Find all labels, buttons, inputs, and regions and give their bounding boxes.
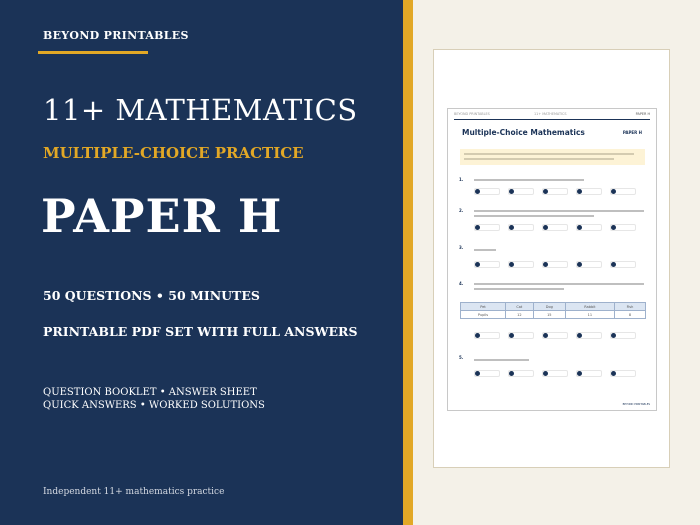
footer-tagline: Independent 11+ mathematics practice	[43, 487, 225, 497]
sheet-header-rule	[454, 119, 650, 120]
contents-line-1: QUESTION BOOKLET • ANSWER SHEET	[43, 387, 257, 398]
worksheet-thumbnail	[447, 108, 657, 411]
contents-line-2: QUICK ANSWERS • WORKED SOLUTIONS	[43, 400, 265, 411]
question-text-line	[474, 215, 594, 217]
table-cell: 11	[565, 311, 614, 319]
question-text-line	[474, 249, 496, 251]
question-text-line	[474, 288, 564, 290]
product-title: 11+ MATHEMATICS	[43, 93, 358, 127]
sheet-instructions-box	[460, 149, 645, 165]
table-cell: 15	[533, 311, 565, 319]
question-number: 5.	[459, 355, 464, 360]
question-number: 1.	[459, 177, 464, 182]
table-header-cell: Fish	[614, 303, 645, 311]
set-description: PRINTABLE PDF SET WITH FULL ANSWERS	[43, 324, 358, 339]
question-text-line	[474, 210, 644, 212]
table-cell: 12	[505, 311, 533, 319]
pets-table	[460, 302, 646, 319]
sheet-header	[454, 112, 650, 117]
question-number: 4.	[459, 281, 464, 286]
table-header-cell: Cat	[505, 303, 533, 311]
question-text-line	[474, 359, 529, 361]
table-header-cell: Pet	[461, 303, 506, 311]
question-text-line	[474, 179, 584, 181]
gold-divider	[403, 0, 413, 525]
table-cell: Pupils	[461, 311, 506, 319]
preview-panel	[413, 0, 700, 525]
brand-name: BEYOND PRINTABLES	[43, 29, 189, 42]
question-number: 2.	[459, 208, 464, 213]
table-row	[461, 311, 646, 319]
preview-card	[433, 49, 670, 468]
sheet-footer-brand: BEYOND PRINTABLES	[622, 403, 650, 406]
question-text-line	[474, 283, 644, 285]
contents-list	[43, 386, 265, 412]
sheet-header-subject: 11+ MATHEMATICS	[534, 112, 567, 116]
table-header-cell: Dog	[533, 303, 565, 311]
question-number: 3.	[459, 245, 464, 250]
table-header-cell: Rabbit	[565, 303, 614, 311]
sheet-footer	[454, 403, 650, 407]
sheet-paper-label: PAPER H	[622, 130, 642, 135]
table-cell: 8	[614, 311, 645, 319]
table-header-row	[461, 303, 646, 311]
brand-underline	[38, 51, 148, 54]
sheet-title: Multiple-Choice Mathematics	[462, 128, 585, 137]
sheet-header-brand: BEYOND PRINTABLES	[454, 112, 490, 116]
question-count-duration: 50 QUESTIONS • 50 MINUTES	[43, 288, 260, 303]
sheet-header-paper: PAPER H	[635, 112, 650, 116]
paper-label: PAPER H	[41, 189, 283, 243]
product-subtitle: MULTIPLE-CHOICE PRACTICE	[43, 144, 304, 162]
